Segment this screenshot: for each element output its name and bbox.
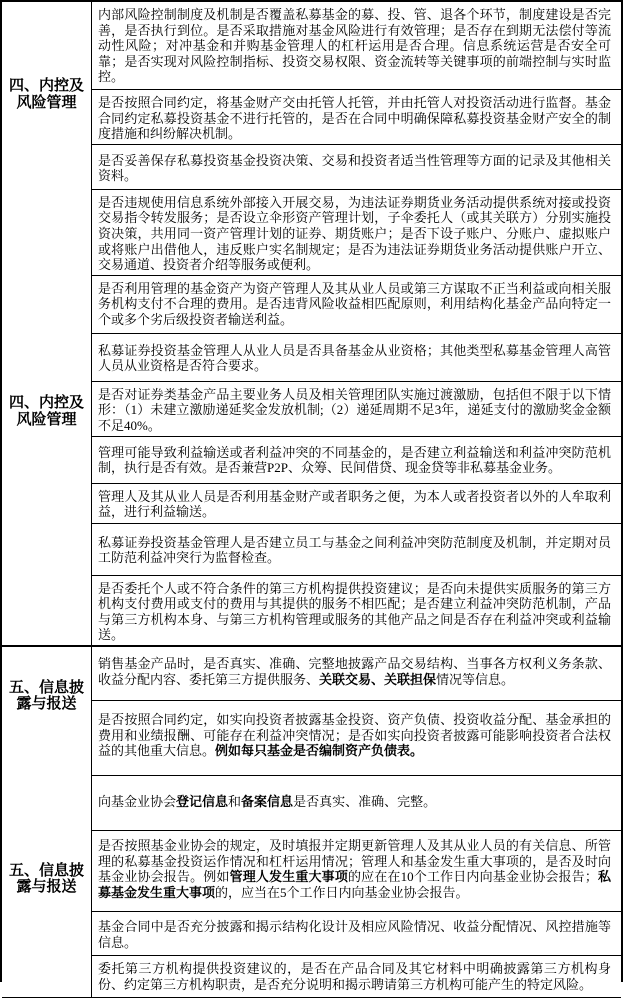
section-left-cell [2,647,92,997]
row-text-bold: 管理人发生重大事项 [229,869,348,885]
row-text: 私募证券投资基金管理人是否建立员工与基金之间利益冲突防范制度及机制，并定期对员工防范利益冲突行为监督检查。 [98,534,611,566]
checklist-row [92,576,621,645]
checklist-row [92,437,621,484]
section-left-cell [2,2,92,645]
row-text: 是否真实、准确、完整。 [293,793,437,809]
checklist-row [92,334,621,382]
checklist-row [92,956,621,997]
checklist-row [92,382,621,437]
row-text: 情况等信息。 [436,671,515,687]
row-text: 和 [228,793,242,809]
row-text: 管理可能导致利益输送或者利益冲突的不同基金的，是否建立利益输送和利益冲突防范机制，执行是否有效。是否兼营P2P、众筹、民间借贷、现金贷等非私募基金业务。 [98,444,611,476]
checklist-row [92,276,621,334]
row-text: 是否违规使用信息系统外部接入开展交易，为违法证券期货业务活动提供系统对接或投资交易指令转发服务；是否设立伞形资产管理计划，子伞委托人（或其关联方）分别实施投资决策，共用同一资产管理计划的证券、期货账户；是否下设子账户、分账户、虚拟账户或将账户出借他人，违反账户实名制规定；是否为违法证券期货业务活动提供账户开立、交易通道、投资者介绍等服务或便利。 [98,194,611,273]
row-text: 的，应当在5个工作日内向基金业协会报告。 [215,884,469,900]
section-internal-control [2,2,621,647]
row-text: 是否按照基金业协会的规定，及时填报并定期更新管理人及其从业人员的有关信息、所管理的私募基金投资运作情况和杠杆运用情况；管理人和基金发生重大事项的，是否及时向基金业协会报告。例如 [98,837,611,885]
row-text: 是否利用管理的基金资产为资产管理人及其从业人员或第三方谋取不正当利益或向相关服务机构支付不合理的费用。是否违背风险收益相匹配原则，利用结构化基金产品向特定一个或多个劣后级投资者输送利益。 [98,280,611,327]
row-text-bold: 关联交易、关联担保 [319,671,437,687]
section-rows [92,2,621,645]
checklist-row [92,524,621,576]
section-label: 五、信息披露与报送 [8,862,84,896]
row-text-bold: 登记信息 [176,793,229,809]
row-text: 是否按照合同约定，将基金财产交由托管人托管，并由托管人对投资活动进行监督。基金合同约定私募投资基金不进行托管的，是否在合同中明确保障私募投资基金财产安全的制度措施和纠纷解决机制。 [98,95,611,142]
row-text: 委托第三方机构提供投资建议的，是否在产品合同及其它材料中明确披露第三方机构身份、约定第三方机构职责，是否充分说明和揭示聘请第三方机构可能产生的特定风险。 [98,960,611,992]
row-text-bold: 例如每只基金是否编制资产负债表。 [215,743,424,759]
checklist-row [92,145,621,190]
section-rows [92,647,621,997]
row-text: 销售基金产品时，是否真实、准确、完整地披露产品交易结构、当事各方权利义务条款、收益分配内容、委托第三方提供服务、 [98,655,611,687]
checklist-row [92,2,621,90]
row-text: 是否对证券类基金产品主要业务人员及相关管理团队实施过渡激励，包括但不限于以下情形：（1）未建立激励递延奖金发放机制;（2）递延周期不足3年，递延支付的激励奖金金额不足40%。 [98,386,611,433]
row-text: 基金合同中是否充分披露和揭示结构化设计及相应风险情况、收益分配情况、风控措施等信息。 [98,918,611,950]
checklist-row [92,90,621,145]
section-label: 四、内控及风险管理 [8,395,84,428]
section-label: 五、信息披露与报送 [8,679,84,713]
checklist-row [92,912,621,956]
row-text: 向基金业协会 [98,793,177,809]
checklist-row [92,831,621,912]
row-text: 是否委托个人或不符合条件的第三方机构提供投资建议；是否向未提供实质服务的第三方机构支付费用或支付的费用与其提供的服务不相匹配；是否建立利益冲突防范机制，产品与第三方机构本身、与第三方机构管理或服务的其他产品之间是否存在利益冲突或利益输送。 [98,580,611,643]
row-text: 管理人及其从业人员是否利用基金财产或者职务之便，为本人或者投资者以外的人牟取利益，进行利益输送。 [98,488,611,520]
row-text: 是否按照合同约定，如实向投资者披露基金投资、资产负债、投资收益分配、基金承担的费用和业绩报酬、可能存在利益冲突情况；是否如实向投资者披露可能影响投资者合法权益的其他重大信息。 [98,711,611,759]
checklist-row [92,190,621,276]
section-label: 四、内控及风险管理 [8,78,84,111]
checklist-row [92,701,621,776]
row-text: 是否妥善保存私募投资基金投资决策、交易和投资者适当性管理等方面的记录及其他相关资料。 [98,152,611,184]
row-text-bold: 备案信息 [241,793,294,809]
checklist-row [92,647,621,701]
row-text-bold: 私募基金发生重大事项 [98,869,611,900]
row-text: 的应在在10个工作日内向基金业协会报告； [348,869,598,885]
checklist-row [92,776,621,831]
row-text: 私募证券投资基金管理人从业人员是否具备基金从业资格；其他类型私募基金管理人高管人员从业资格是否符合要求。 [98,342,611,374]
row-text: 内部风险控制制度及机制是否覆盖私募基金的募、投、管、退各个环节，制度建设是否完善，是否执行到位。是否采取措施对基金风险进行有效管理；是否存在到期无法偿付等流动性风险；对冲基金和并购基金管理人的杠杆运用是否合理。信息系统运营是否安全可靠；是否实现对风险控制指标、投资交易权限、资金流转等关键事项的前端控制与实时监控。 [98,7,611,85]
checklist-row [92,484,621,524]
section-information-disclosure [2,647,621,998]
